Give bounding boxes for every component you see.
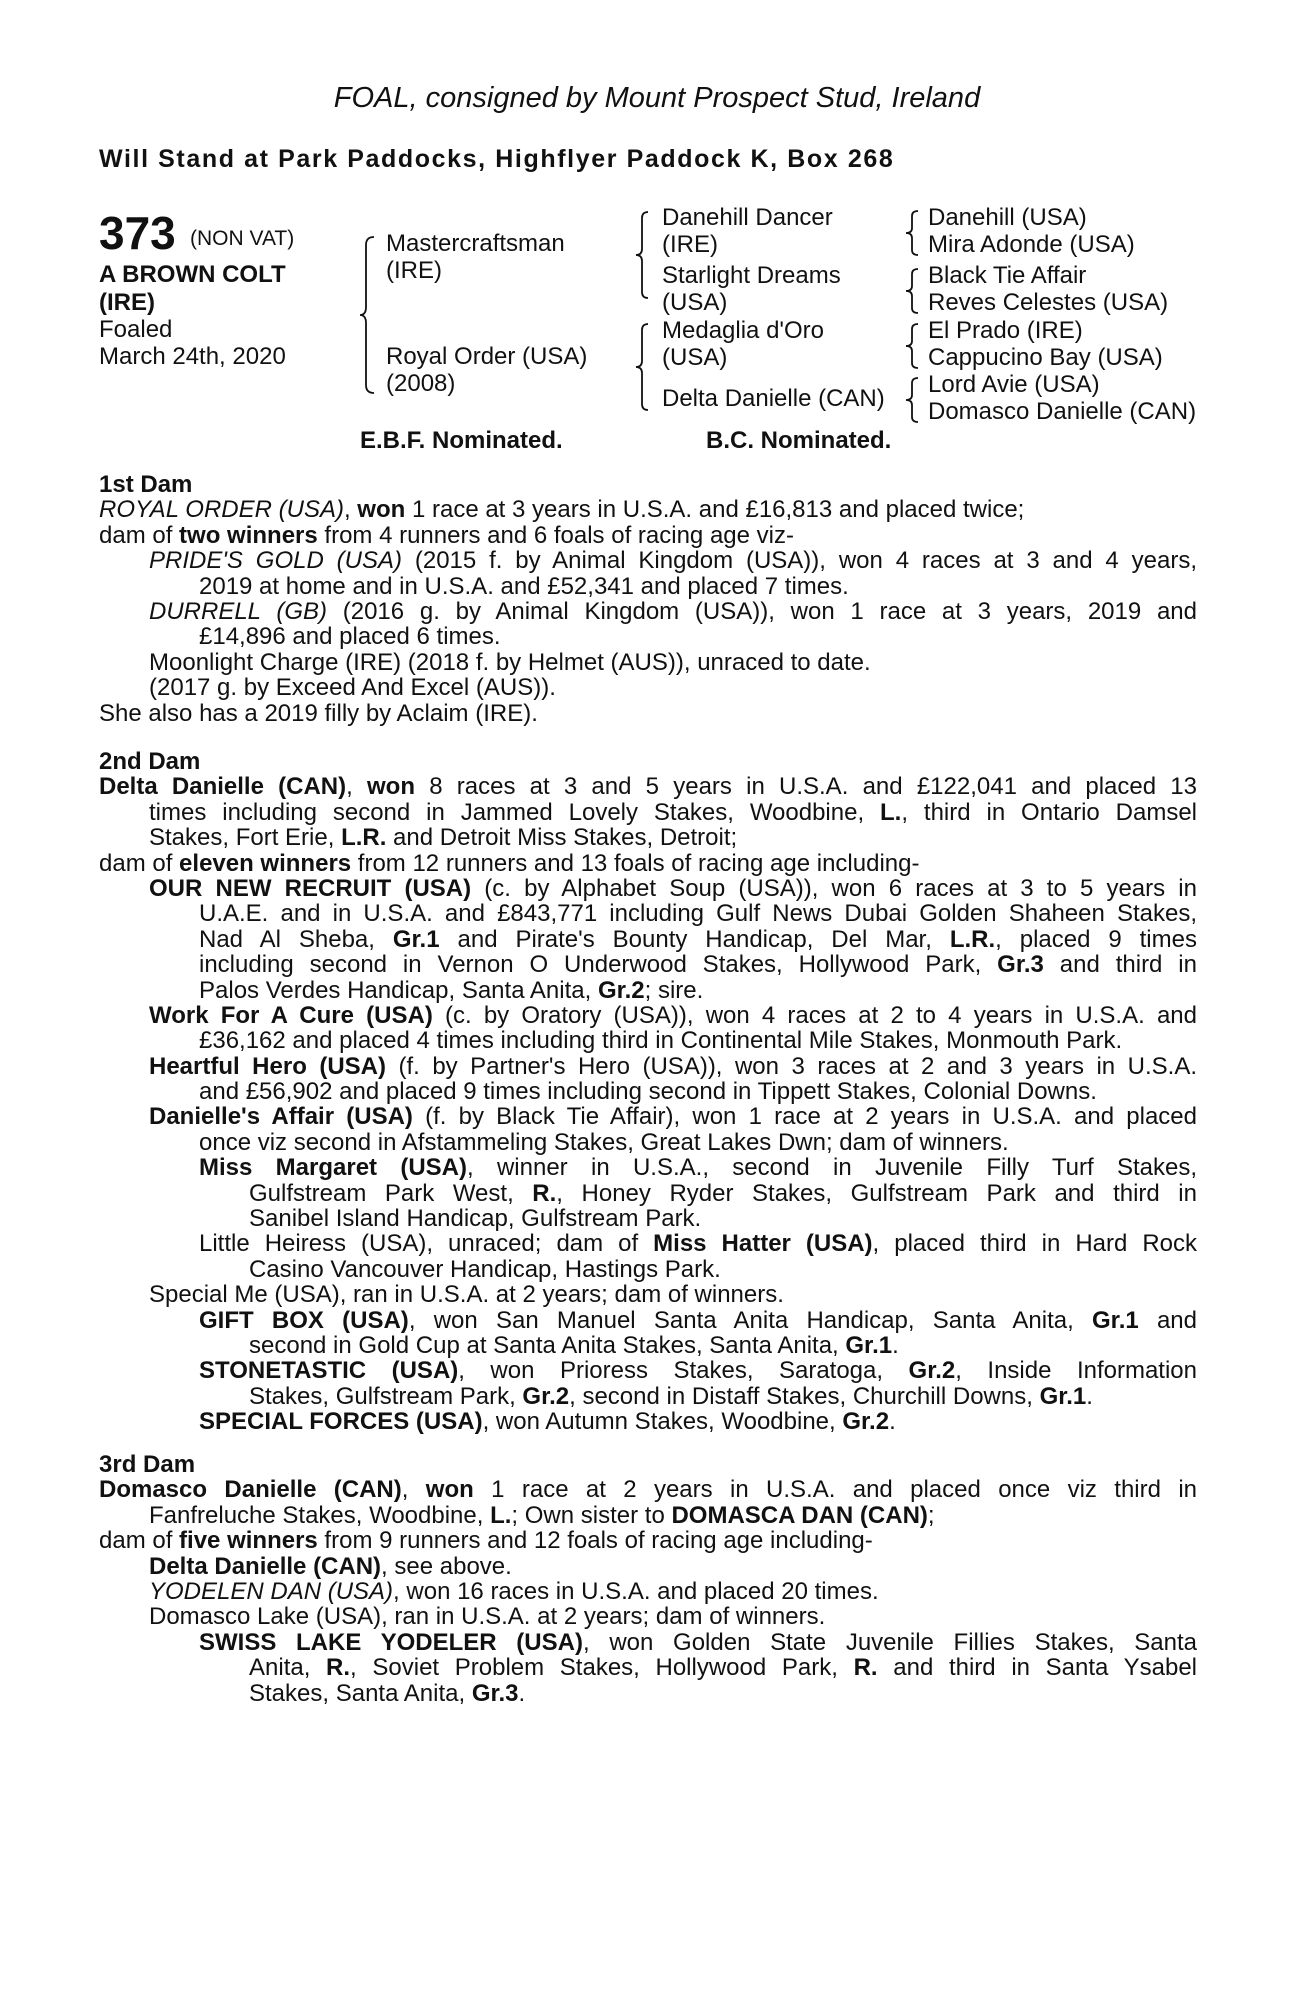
bold-text: L.R. <box>341 824 387 852</box>
pedigree-sire-dam: Starlight Dreams <box>662 262 841 289</box>
bold-text: Danielle's Affair (USA) <box>149 1103 413 1131</box>
pedigree-sire-sire-origin: (IRE) <box>662 231 718 258</box>
pedigree-brace-gen1 <box>360 235 384 395</box>
text-segment: (c. by Alphabet Soup (USA)), won 6 races at 3 to 5 years in <box>471 874 1197 902</box>
bold-text: Domasco Danielle (CAN) <box>99 1476 402 1504</box>
text-segment: (f. by Black Tie Affair), won 1 race at 2 years in U.S.A. and placed <box>412 1103 1197 1131</box>
pedigree-sire-origin: (IRE) <box>386 257 442 284</box>
third-dam-line-8 <box>99 1681 1197 1706</box>
text-segment: Moonlight Charge (IRE) (2018 f. by Helmet (AUS)), unraced to date. <box>149 648 871 676</box>
text-segment: , won 16 races in U.S.A. and placed 20 times. <box>393 1577 879 1605</box>
first-dam-line-3 <box>99 574 1197 599</box>
text-segment: once viz second in Afstammeling Stakes, Great Lakes Dwn; dam of winners. <box>199 1128 1009 1156</box>
second-dam-line-20 <box>99 1282 1197 1307</box>
text-segment: Casino Vancouver Handicap, Hastings Park. <box>249 1255 721 1283</box>
second-dam-line-0 <box>99 774 1197 799</box>
pedigree-brace-sd <box>904 267 924 315</box>
second-dam-line-23 <box>99 1358 1197 1383</box>
bold-text: OUR NEW RECRUIT (USA) <box>149 874 472 902</box>
pedigree-brace-sire <box>636 210 660 300</box>
pedigree-dss: El Prado (IRE) <box>928 317 1083 344</box>
text-segment: and Detroit Miss Stakes, Detroit; <box>386 824 738 852</box>
ebf-nomination: E.B.F. Nominated. <box>360 427 563 454</box>
second-dam-line-1 <box>99 800 1197 825</box>
text-segment: from 4 runners and 6 foals of racing age viz- <box>317 521 794 549</box>
section-heading: 2nd Dam <box>99 748 201 775</box>
second-dam-line-4 <box>99 876 1197 901</box>
second-dam-line-13 <box>99 1104 1197 1129</box>
second-dam-line-12 <box>99 1079 1197 1104</box>
bold-text: Gr.2 <box>842 1408 890 1436</box>
text-segment: second in Gold Cup at Santa Anita Stakes, Santa Anita, <box>249 1331 846 1359</box>
text-segment: , see above. <box>381 1552 512 1580</box>
text-segment: (2017 g. by Exceed And Excel (AUS)). <box>149 674 556 702</box>
first-dam-section <box>99 472 1197 726</box>
foaled-date: March 24th, 2020 <box>99 343 286 370</box>
third-dam-line-7 <box>99 1655 1197 1680</box>
text-segment: , won San Manuel Santa Anita Handicap, Santa Anita, <box>408 1306 1093 1334</box>
text-segment: , won Prioress Stakes, Saratoga, <box>458 1357 909 1385</box>
text-segment: . <box>518 1679 526 1707</box>
pedigree-brace-dd <box>904 376 924 424</box>
bold-text: won <box>357 496 406 524</box>
text-segment: including second in Vernon O Underwood Stakes, Hollywood Park, <box>199 951 998 979</box>
page-title: FOAL, consigned by Mount Prospect Stud, Ireland <box>333 82 981 114</box>
first-dam-line-0 <box>99 497 1197 522</box>
section-heading: 3rd Dam <box>99 1451 196 1478</box>
second-dam-line-17 <box>99 1206 1197 1231</box>
text-segment: . <box>892 1331 899 1359</box>
text-segment: U.A.E. and in U.S.A. and £843,771 including Gulf News Dubai Golden Shaheen Stakes, <box>199 900 1197 928</box>
text-segment: , Inside Information <box>955 1357 1197 1385</box>
text-segment: , <box>401 1476 426 1504</box>
third-dam-line-6 <box>99 1630 1197 1655</box>
lot-description: A BROWN COLT <box>99 261 286 288</box>
text-segment: and £56,902 and placed 9 times including second in Tippett Stakes, Colonial Downs. <box>199 1078 1097 1106</box>
first-dam-line-5 <box>99 624 1197 649</box>
text-segment: , third in Ontario Damsel <box>901 798 1197 826</box>
text-segment: Domasco Lake (USA), ran in U.S.A. at 2 years; dam of winners. <box>149 1603 826 1631</box>
bold-text: R. <box>326 1654 351 1682</box>
text-segment: and <box>1138 1306 1198 1334</box>
second-dam-line-3 <box>99 851 1197 876</box>
text-segment: , second in Distaff Stakes, Churchill Downs, <box>569 1382 1040 1410</box>
bold-text: L. <box>490 1501 512 1529</box>
bold-text: L. <box>880 798 902 826</box>
first-dam-line-8 <box>99 701 1197 726</box>
text-segment: 8 races at 3 and 5 years in U.S.A. and £122,041 and placed 13 <box>415 773 1197 801</box>
pedigree-dam-sire-origin: (USA) <box>662 344 728 371</box>
second-dam-line-24 <box>99 1384 1197 1409</box>
text-segment: Palos Verdes Handicap, Santa Anita, <box>199 976 598 1004</box>
pedigree-dam-sire: Medaglia d'Oro <box>662 317 824 344</box>
text-segment: 1 race at 3 years in U.S.A. and £16,813 and placed twice; <box>405 496 1025 524</box>
second-dam-line-8 <box>99 978 1197 1003</box>
text-segment: Nad Al Sheba, <box>199 925 393 953</box>
text-segment: (f. by Partner's Hero (USA)), won 3 races at 2 and 3 years in U.S.A. <box>386 1052 1197 1080</box>
bold-text: R. <box>853 1654 878 1682</box>
text-segment: and third in Santa Ysabel <box>877 1654 1197 1682</box>
bold-text: SPECIAL FORCES (USA) <box>199 1408 483 1436</box>
bold-text: Delta Danielle (CAN) <box>149 1552 382 1580</box>
text-segment: from 9 runners and 12 foals of racing age including- <box>317 1527 873 1555</box>
lot-description-origin: (IRE) <box>99 289 155 316</box>
lot-number: 373 <box>99 207 176 259</box>
bold-text: won <box>367 773 415 801</box>
text-segment: from 12 runners and 13 foals of racing age including- <box>351 849 920 877</box>
text-segment: Sanibel Island Handicap, Gulfstream Park. <box>249 1205 702 1233</box>
text-segment: dam of <box>99 849 180 877</box>
text-segment: 2019 at home and in U.S.A. and £52,341 and placed 7 times. <box>199 572 849 600</box>
text-segment: She also has a 2019 filly by Aclaim (IRE). <box>99 699 538 727</box>
text-segment: ; sire. <box>644 976 704 1004</box>
second-dam-line-15 <box>99 1155 1197 1180</box>
text-segment: dam of <box>99 521 180 549</box>
second-dam-line-19 <box>99 1257 1197 1282</box>
pedigree-ssd: Mira Adonde (USA) <box>928 231 1135 258</box>
bold-text: Gr.1 <box>392 925 440 953</box>
bold-text: five winners <box>179 1527 318 1555</box>
second-dam-line-6 <box>99 927 1197 952</box>
text-segment: Little Heiress (USA), unraced; dam of <box>199 1230 654 1258</box>
first-dam-line-1 <box>99 523 1197 548</box>
pedigree-sire-dam-origin: (USA) <box>662 289 728 316</box>
second-dam-line-18 <box>99 1231 1197 1256</box>
first-dam-line-7 <box>99 675 1197 700</box>
italic-text: ROYAL ORDER (USA) <box>99 496 344 524</box>
bold-text: L.R. <box>949 925 996 953</box>
section-heading: 1st Dam <box>99 471 193 498</box>
third-dam-line-5 <box>99 1604 1197 1629</box>
text-segment: , <box>343 496 358 524</box>
second-dam-line-2 <box>99 825 1197 850</box>
text-segment: ; <box>927 1501 935 1529</box>
bold-text: STONETASTIC (USA) <box>199 1357 459 1385</box>
text-segment: times including second in Jammed Lovely Stakes, Woodbine, <box>149 798 881 826</box>
bold-text: Miss Margaret (USA) <box>199 1154 467 1182</box>
bold-text: Gr.2 <box>908 1357 956 1385</box>
text-segment: , placed third in Hard Rock <box>872 1230 1198 1258</box>
pedigree-dam-dam: Delta Danielle (CAN) <box>662 385 885 412</box>
bold-text: eleven winners <box>179 849 352 877</box>
pedigree-sire: Mastercraftsman <box>386 230 565 257</box>
bold-text: won <box>425 1476 474 1504</box>
bold-text: Heartful Hero (USA) <box>149 1052 387 1080</box>
pedigree-ddd: Domasco Danielle (CAN) <box>928 398 1197 425</box>
italic-text: PRIDE'S GOLD (USA) <box>149 547 402 575</box>
bold-text: SWISS LAKE YODELER (USA) <box>199 1628 583 1656</box>
text-segment: , placed 9 times <box>995 925 1197 953</box>
second-dam-line-11 <box>99 1054 1197 1079</box>
italic-text: YODELEN DAN (USA) <box>149 1577 394 1605</box>
pedigree-brace-ss <box>904 209 924 257</box>
second-dam-line-22 <box>99 1333 1197 1358</box>
pedigree-dam-year: (2008) <box>386 370 456 397</box>
vat-status: (NON VAT) <box>190 227 295 250</box>
bc-nomination: B.C. Nominated. <box>706 427 892 454</box>
text-segment: Stakes, Santa Anita, <box>249 1679 472 1707</box>
text-segment: , winner in U.S.A., second in Juvenile Filly Turf Stakes, <box>467 1154 1197 1182</box>
text-segment: Anita, <box>249 1654 327 1682</box>
bold-text: R. <box>532 1179 557 1207</box>
second-dam-line-25 <box>99 1409 1197 1434</box>
second-dam-line-10 <box>99 1028 1197 1053</box>
third-dam-line-4 <box>99 1579 1197 1604</box>
text-segment: , Soviet Problem Stakes, Hollywood Park, <box>350 1654 854 1682</box>
text-segment: , won Golden State Juvenile Fillies Stakes, Santa <box>582 1628 1198 1656</box>
pedigree-sss: Danehill (USA) <box>928 204 1087 231</box>
bold-text: Gr.1 <box>845 1331 893 1359</box>
text-segment: . <box>1086 1382 1093 1410</box>
bold-text: Delta Danielle (CAN) <box>99 773 347 801</box>
text-segment: Fanfreluche Stakes, Woodbine, <box>149 1501 491 1529</box>
second-dam-line-7 <box>99 952 1197 977</box>
second-dam-line-5 <box>99 901 1197 926</box>
third-dam-line-0 <box>99 1477 1197 1502</box>
foaled-label: Foaled <box>99 316 173 343</box>
bold-text: Gr.1 <box>1039 1382 1087 1410</box>
pedigree-brace-dam <box>636 322 660 412</box>
first-dam-line-6 <box>99 650 1197 675</box>
text-segment: , <box>346 773 367 801</box>
stand-location: Will Stand at Park Paddocks, Highflyer Paddock K, Box 268 <box>99 145 895 173</box>
text-segment: and third in <box>1043 951 1197 979</box>
text-segment: ; Own sister to <box>511 1501 672 1529</box>
bold-text: Work For A Cure (USA) <box>149 1001 433 1029</box>
text-segment: (c. by Oratory (USA)), won 4 races at 2 to 4 years in U.S.A. and <box>432 1001 1197 1029</box>
bold-text: Gr.2 <box>522 1382 570 1410</box>
bold-text: Gr.3 <box>997 951 1044 979</box>
text-segment: Special Me (USA), ran in U.S.A. at 2 years; dam of winners. <box>149 1281 784 1309</box>
third-dam-line-1 <box>99 1503 1197 1528</box>
third-dam-section <box>99 1452 1197 1706</box>
pedigree-brace-ds <box>904 322 924 370</box>
italic-text: DURRELL (GB) <box>149 597 327 625</box>
bold-text: two winners <box>179 521 318 549</box>
bold-text: Gr.3 <box>471 1679 519 1707</box>
second-dam-section <box>99 749 1197 1435</box>
text-segment: . <box>889 1408 896 1436</box>
second-dam-line-16 <box>99 1181 1197 1206</box>
pedigree-dds: Lord Avie (USA) <box>928 371 1100 398</box>
text-segment: and Pirate's Bounty Handicap, Del Mar, <box>439 925 950 953</box>
text-segment: £14,896 and placed 6 times. <box>199 623 501 651</box>
second-dam-line-9 <box>99 1003 1197 1028</box>
pedigree-sire-sire: Danehill Dancer <box>662 204 833 231</box>
bold-text: Gr.2 <box>597 976 645 1004</box>
text-segment: , won Autumn Stakes, Woodbine, <box>482 1408 843 1436</box>
bold-text: DOMASCA DAN (CAN) <box>671 1501 928 1529</box>
text-segment: (2016 g. by Animal Kingdom (USA)), won 1 race at 3 years, 2019 and <box>327 597 1197 625</box>
text-segment: Stakes, Fort Erie, <box>149 824 342 852</box>
text-segment: (2015 f. by Animal Kingdom (USA)), won 4 races at 3 and 4 years, <box>402 547 1197 575</box>
third-dam-line-3 <box>99 1554 1197 1579</box>
bold-text: Gr.1 <box>1092 1306 1139 1334</box>
text-segment: 1 race at 2 years in U.S.A. and placed once viz third in <box>473 1476 1198 1504</box>
text-segment: Gulfstream Park West, <box>249 1179 533 1207</box>
text-segment: Stakes, Gulfstream Park, <box>249 1382 523 1410</box>
pedigree-sdd: Reves Celestes (USA) <box>928 289 1169 316</box>
text-segment: £36,162 and placed 4 times including third in Continental Mile Stakes, Monmouth Park. <box>199 1027 1123 1055</box>
first-dam-line-4 <box>99 599 1197 624</box>
text-segment: , Honey Ryder Stakes, Gulfstream Park and third in <box>556 1179 1197 1207</box>
pedigree-sds: Black Tie Affair <box>928 262 1087 289</box>
second-dam-line-14 <box>99 1130 1197 1155</box>
pedigree-dam: Royal Order (USA) <box>386 343 588 370</box>
pedigree-dsd: Cappucino Bay (USA) <box>928 344 1163 371</box>
text-segment: dam of <box>99 1527 180 1555</box>
third-dam-line-2 <box>99 1528 1197 1553</box>
second-dam-line-21 <box>99 1308 1197 1333</box>
bold-text: Miss Hatter (USA) <box>653 1230 873 1258</box>
bold-text: GIFT BOX (USA) <box>199 1306 409 1334</box>
first-dam-line-2 <box>99 548 1197 573</box>
